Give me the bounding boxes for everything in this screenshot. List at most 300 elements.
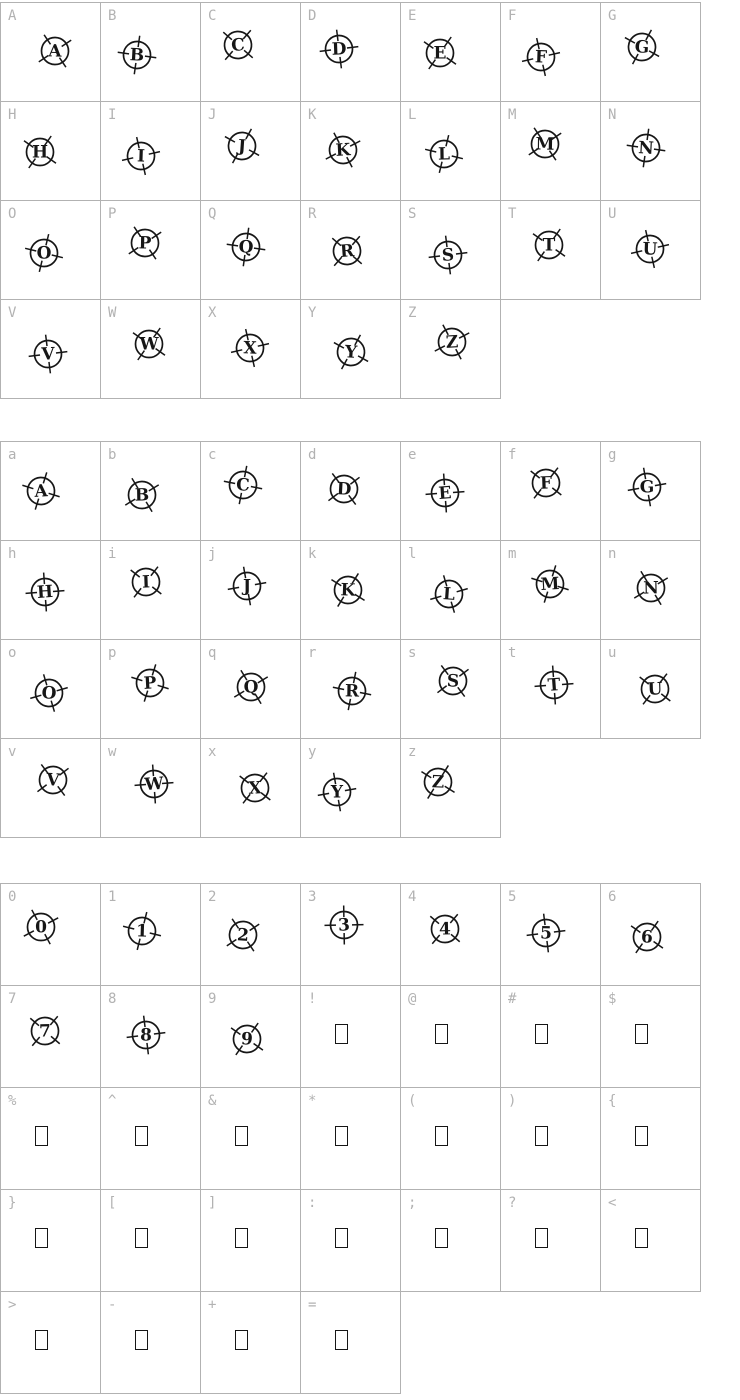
- target-scope-icon: [123, 559, 169, 605]
- charmap-row: [0, 1189, 740, 1292]
- target-scope-icon: [425, 232, 471, 278]
- target-glyph: [425, 232, 471, 278]
- svg-text:U: U: [642, 239, 658, 260]
- target-glyph: [220, 912, 266, 958]
- char-cell: [100, 2, 201, 102]
- char-cell: [200, 101, 301, 201]
- char-label: X: [208, 305, 217, 321]
- target-scope-icon: [522, 121, 568, 167]
- char-label: a: [8, 447, 17, 463]
- char-cell: [400, 200, 501, 300]
- char-cell: [500, 1087, 601, 1190]
- notdef-glyph: [535, 1126, 548, 1146]
- char-label: ?: [508, 1195, 517, 1211]
- svg-text:E: E: [433, 43, 447, 64]
- char-label: 5: [508, 889, 517, 905]
- char-label: *: [308, 1093, 317, 1109]
- char-cell: [300, 441, 401, 541]
- target-glyph: [32, 28, 78, 74]
- char-label: o: [8, 645, 17, 661]
- svg-text:Z: Z: [445, 332, 459, 353]
- char-cell: [100, 883, 201, 986]
- char-label: O: [8, 206, 17, 222]
- char-cell: [600, 639, 701, 739]
- target-glyph: [224, 563, 270, 609]
- char-label: q: [208, 645, 217, 661]
- target-glyph: [131, 761, 177, 807]
- svg-text:R: R: [339, 241, 355, 262]
- target-scope-icon: [329, 668, 375, 714]
- target-glyph: [314, 769, 360, 815]
- svg-text:4: 4: [438, 919, 452, 940]
- char-label: 4: [408, 889, 417, 905]
- char-label: C: [208, 8, 217, 24]
- char-cell: [0, 441, 101, 541]
- svg-text:V: V: [45, 770, 61, 791]
- target-scope-icon: [523, 460, 569, 506]
- char-label: f: [508, 447, 517, 463]
- target-scope-icon: [316, 26, 362, 72]
- svg-text:Q: Q: [238, 237, 254, 258]
- char-label: w: [108, 744, 117, 760]
- char-cell: [200, 1189, 301, 1292]
- target-glyph: [417, 30, 463, 76]
- target-scope-icon: [531, 662, 577, 708]
- char-label: V: [8, 305, 17, 321]
- char-cell: [100, 441, 201, 541]
- svg-text:L: L: [437, 144, 451, 165]
- svg-text:K: K: [335, 140, 351, 161]
- char-label: -: [108, 1297, 117, 1313]
- notdef-glyph: [435, 1126, 448, 1146]
- svg-text:Y: Y: [344, 342, 358, 363]
- target-scope-icon: [526, 222, 572, 268]
- svg-text:G: G: [639, 477, 655, 498]
- char-label: 6: [608, 889, 617, 905]
- char-label: s: [408, 645, 417, 661]
- char-cell: [200, 441, 301, 541]
- char-cell: [300, 883, 401, 986]
- charmap-row: [0, 101, 740, 201]
- charmap-row: [0, 738, 740, 838]
- notdef-glyph: [235, 1228, 248, 1248]
- target-glyph: [127, 660, 173, 706]
- char-cell: [200, 639, 301, 739]
- char-label: e: [408, 447, 417, 463]
- target-glyph: [526, 222, 572, 268]
- target-scope-icon: [314, 769, 360, 815]
- target-glyph: [624, 914, 670, 960]
- char-cell: [400, 1087, 501, 1190]
- char-label: I: [108, 107, 117, 123]
- char-cell: [200, 299, 301, 399]
- charmap-row: [0, 1291, 740, 1394]
- svg-text:6: 6: [640, 927, 654, 948]
- svg-text:R: R: [344, 681, 360, 702]
- char-label: R: [308, 206, 317, 222]
- char-cell: [500, 540, 601, 640]
- char-label: k: [308, 546, 317, 562]
- char-cell: [0, 540, 101, 640]
- char-cell: [0, 639, 101, 739]
- target-glyph: [227, 325, 273, 371]
- char-label: G: [608, 8, 617, 24]
- char-cell: [600, 1087, 701, 1190]
- char-cell: [300, 738, 401, 838]
- target-scope-icon: [32, 28, 78, 74]
- char-label: A: [8, 8, 17, 24]
- char-label: !: [308, 991, 317, 1007]
- char-label: 9: [208, 991, 217, 1007]
- target-glyph: [527, 561, 573, 607]
- target-glyph: [632, 666, 678, 712]
- svg-text:H: H: [36, 581, 54, 604]
- target-scope-icon: [324, 228, 370, 274]
- target-scope-icon: [415, 759, 461, 805]
- target-glyph: [119, 472, 165, 518]
- target-scope-icon: [426, 571, 472, 617]
- target-glyph: [426, 571, 472, 617]
- target-glyph: [321, 902, 367, 948]
- target-scope-icon: [624, 464, 670, 510]
- char-cell: [400, 985, 501, 1088]
- target-scope-icon: [127, 660, 173, 706]
- target-glyph: [123, 559, 169, 605]
- svg-text:W: W: [143, 773, 165, 796]
- target-glyph: [523, 460, 569, 506]
- svg-text:3: 3: [337, 915, 351, 936]
- notdef-glyph: [335, 1330, 348, 1350]
- char-cell: [200, 2, 301, 102]
- svg-text:X: X: [243, 338, 257, 359]
- target-glyph: [18, 904, 64, 950]
- notdef-glyph: [635, 1024, 648, 1044]
- char-label: >: [8, 1297, 17, 1313]
- char-cell: [0, 738, 101, 838]
- char-cell: [500, 639, 601, 739]
- char-cell: [100, 639, 201, 739]
- char-cell: [300, 1087, 401, 1190]
- target-glyph: [422, 906, 468, 952]
- char-cell: [100, 1087, 201, 1190]
- target-scope-icon: [119, 472, 165, 518]
- char-label: 0: [8, 889, 17, 905]
- char-cell: [400, 299, 501, 399]
- target-scope-icon: [421, 131, 467, 177]
- char-cell: [100, 540, 201, 640]
- target-glyph: [321, 466, 367, 512]
- notdef-glyph: [635, 1228, 648, 1248]
- char-label: v: [8, 744, 17, 760]
- svg-text:U: U: [647, 679, 663, 700]
- target-glyph: [518, 34, 564, 80]
- svg-text:C: C: [230, 35, 246, 56]
- svg-text:2: 2: [236, 925, 250, 946]
- target-scope-icon: [632, 666, 678, 712]
- target-glyph: [123, 1012, 169, 1058]
- svg-text:D: D: [331, 39, 347, 60]
- char-cell: [600, 985, 701, 1088]
- target-glyph: [220, 462, 266, 508]
- svg-text:X: X: [248, 778, 262, 799]
- charmap-row: [0, 883, 740, 986]
- svg-text:K: K: [340, 580, 356, 601]
- char-label: y: [308, 744, 317, 760]
- char-cell: [300, 101, 401, 201]
- target-scope-icon: [232, 765, 278, 811]
- target-scope-icon: [122, 220, 168, 266]
- target-scope-icon: [325, 567, 371, 613]
- char-cell: [0, 985, 101, 1088]
- char-cell: [500, 985, 601, 1088]
- char-cell: [600, 200, 701, 300]
- notdef-glyph: [135, 1126, 148, 1146]
- char-cell: [200, 540, 301, 640]
- char-cell: [300, 1291, 401, 1394]
- target-scope-icon: [624, 914, 670, 960]
- svg-text:8: 8: [139, 1025, 153, 1046]
- char-label: =: [308, 1297, 317, 1313]
- char-label: l: [408, 546, 417, 562]
- char-cell: [500, 883, 601, 986]
- char-label: u: [608, 645, 617, 661]
- charmap-row: [0, 299, 740, 399]
- target-scope-icon: [219, 123, 265, 169]
- target-scope-icon: [628, 565, 674, 611]
- char-cell: [500, 2, 601, 102]
- char-cell: [100, 985, 201, 1088]
- svg-text:B: B: [134, 485, 150, 506]
- notdef-glyph: [35, 1228, 48, 1248]
- notdef-glyph: [335, 1126, 348, 1146]
- char-cell: [600, 883, 701, 986]
- target-scope-icon: [26, 670, 72, 716]
- char-label: 8: [108, 991, 117, 1007]
- notdef-glyph: [335, 1024, 348, 1044]
- svg-text:F: F: [534, 47, 548, 68]
- target-scope-icon: [114, 32, 160, 78]
- target-scope-icon: [131, 761, 177, 807]
- char-cell: [0, 1087, 101, 1190]
- char-cell: [300, 2, 401, 102]
- char-label: d: [308, 447, 317, 463]
- char-cell: [100, 1189, 201, 1292]
- char-label: Y: [308, 305, 317, 321]
- target-scope-icon: [30, 757, 76, 803]
- char-label: z: [408, 744, 417, 760]
- svg-text:N: N: [643, 578, 659, 599]
- target-scope-icon: [619, 24, 665, 70]
- svg-text:L: L: [442, 584, 456, 605]
- char-cell: [200, 985, 301, 1088]
- char-label: j: [208, 546, 217, 562]
- char-label: r: [308, 645, 317, 661]
- char-label: #: [508, 991, 517, 1007]
- notdef-glyph: [535, 1024, 548, 1044]
- notdef-glyph: [435, 1228, 448, 1248]
- svg-text:P: P: [138, 233, 152, 254]
- target-glyph: [627, 226, 673, 272]
- char-label: E: [408, 8, 417, 24]
- charmap-row: [0, 200, 740, 300]
- svg-text:J: J: [242, 576, 252, 597]
- char-label: p: [108, 645, 117, 661]
- svg-text:Q: Q: [243, 677, 259, 698]
- svg-text:D: D: [336, 479, 352, 500]
- char-cell: [0, 1291, 101, 1394]
- svg-text:I: I: [136, 146, 146, 167]
- svg-text:N: N: [637, 138, 655, 159]
- svg-text:1: 1: [135, 921, 149, 942]
- char-label: 2: [208, 889, 217, 905]
- char-label: [: [108, 1195, 117, 1211]
- char-label: c: [208, 447, 217, 463]
- svg-text:O: O: [40, 683, 58, 704]
- char-cell: [300, 1189, 401, 1292]
- char-cell: [100, 1291, 201, 1394]
- char-label: 1: [108, 889, 117, 905]
- target-glyph: [415, 759, 461, 805]
- char-label: h: [8, 546, 17, 562]
- char-cell: [100, 299, 201, 399]
- char-cell: [0, 200, 101, 300]
- notdef-glyph: [435, 1024, 448, 1044]
- svg-text:S: S: [446, 671, 460, 692]
- target-glyph: [22, 1008, 68, 1054]
- svg-text:V: V: [41, 344, 55, 365]
- target-glyph: [118, 133, 164, 179]
- char-cell: [100, 200, 201, 300]
- target-scope-icon: [126, 321, 172, 367]
- target-glyph: [25, 331, 71, 377]
- target-glyph: [628, 565, 674, 611]
- target-glyph: [623, 125, 669, 171]
- char-label: @: [408, 991, 417, 1007]
- notdef-glyph: [35, 1330, 48, 1350]
- target-glyph: [522, 121, 568, 167]
- svg-text:Y: Y: [330, 782, 344, 803]
- target-glyph: [114, 32, 160, 78]
- svg-text:I: I: [141, 572, 151, 593]
- svg-text:B: B: [129, 45, 145, 66]
- target-glyph: [320, 127, 366, 173]
- char-label: D: [308, 8, 317, 24]
- char-label: +: [208, 1297, 217, 1313]
- target-glyph: [429, 319, 475, 365]
- char-label: H: [8, 107, 17, 123]
- target-glyph: [422, 470, 468, 516]
- char-label: N: [608, 107, 617, 123]
- target-scope-icon: [527, 561, 573, 607]
- target-scope-icon: [17, 129, 63, 175]
- char-cell: [200, 1087, 301, 1190]
- char-cell: [300, 200, 401, 300]
- char-cell: [0, 101, 101, 201]
- target-glyph: [22, 569, 68, 615]
- target-scope-icon: [430, 658, 476, 704]
- char-label: i: [108, 546, 117, 562]
- charmap-table-uppercase: [0, 2, 740, 399]
- char-cell: [400, 738, 501, 838]
- notdef-glyph: [135, 1228, 148, 1248]
- svg-text:J: J: [237, 136, 247, 157]
- char-label: ;: [408, 1195, 417, 1211]
- char-cell: [600, 441, 701, 541]
- target-glyph: [18, 468, 64, 514]
- char-label: B: [108, 8, 117, 24]
- char-label: S: [408, 206, 417, 222]
- target-scope-icon: [123, 1012, 169, 1058]
- target-scope-icon: [18, 904, 64, 950]
- target-glyph: [430, 658, 476, 704]
- target-glyph: [126, 321, 172, 367]
- svg-text:C: C: [236, 475, 250, 496]
- target-glyph: [328, 329, 374, 375]
- char-label: Z: [408, 305, 417, 321]
- target-scope-icon: [429, 319, 475, 365]
- notdef-glyph: [535, 1228, 548, 1248]
- charmap-row: [0, 540, 740, 640]
- char-label: Q: [208, 206, 217, 222]
- target-scope-icon: [623, 125, 669, 171]
- char-cell: [500, 1189, 601, 1292]
- char-label: M: [508, 107, 517, 123]
- char-label: 7: [8, 991, 17, 1007]
- char-cell: [600, 1189, 701, 1292]
- target-scope-icon: [328, 329, 374, 375]
- target-scope-icon: [22, 1008, 68, 1054]
- target-scope-icon: [119, 908, 165, 954]
- char-label: g: [608, 447, 617, 463]
- charmap-table-lowercase: [0, 441, 740, 838]
- target-scope-icon: [25, 331, 71, 377]
- notdef-glyph: [235, 1330, 248, 1350]
- char-cell: [0, 1189, 101, 1292]
- target-scope-icon: [220, 912, 266, 958]
- char-label: ]: [208, 1195, 217, 1211]
- charmap-row: [0, 1087, 740, 1190]
- target-glyph: [21, 230, 67, 276]
- char-cell: [0, 299, 101, 399]
- char-cell: [500, 200, 601, 300]
- notdef-glyph: [235, 1126, 248, 1146]
- svg-text:O: O: [36, 243, 52, 264]
- char-cell: [400, 540, 501, 640]
- target-glyph: [523, 910, 569, 956]
- char-cell: [400, 883, 501, 986]
- char-label: b: [108, 447, 117, 463]
- svg-text:9: 9: [240, 1029, 254, 1050]
- charmap-row: [0, 639, 740, 739]
- notdef-glyph: [135, 1330, 148, 1350]
- target-scope-icon: [422, 906, 468, 952]
- char-label: x: [208, 744, 217, 760]
- char-label: &: [208, 1093, 217, 1109]
- char-cell: [400, 1189, 501, 1292]
- target-glyph: [531, 662, 577, 708]
- notdef-glyph: [335, 1228, 348, 1248]
- char-label: W: [108, 305, 117, 321]
- char-label: F: [508, 8, 517, 24]
- target-glyph: [228, 664, 274, 710]
- target-scope-icon: [627, 226, 673, 272]
- charmap-row: [0, 985, 740, 1088]
- svg-text:F: F: [539, 473, 553, 494]
- char-label: ): [508, 1093, 517, 1109]
- target-glyph: [122, 220, 168, 266]
- svg-text:T: T: [547, 675, 562, 696]
- char-label: t: [508, 645, 517, 661]
